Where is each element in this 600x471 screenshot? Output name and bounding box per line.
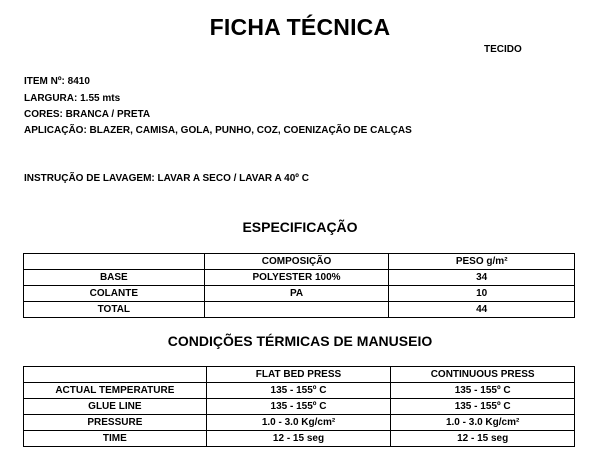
- specification-heading: ESPECIFICAÇÃO: [242, 219, 358, 235]
- document-title: FICHA TÉCNICA: [209, 14, 391, 40]
- table-cell: 10: [389, 286, 575, 302]
- washing-instruction: INSTRUÇÃO DE LAVAGEM: LAVAR A SECO / LAVAR A 40º C: [24, 173, 309, 184]
- application-info: APLICAÇÃO: BLAZER, CAMISA, GOLA, PUNHO, COZ, COENIZAÇÃO DE CALÇAS: [24, 125, 412, 136]
- table-cell: 12 - 15 seg: [206, 431, 391, 447]
- table-cell: GLUE LINE: [24, 399, 207, 415]
- table-cell: 135 - 155º C: [206, 383, 391, 399]
- table-cell: [204, 302, 389, 318]
- table-cell: 1.0 - 3.0 Kg/cm²: [391, 415, 575, 431]
- colors-info: CORES: BRANCA / PRETA: [24, 109, 151, 120]
- table-row: [24, 270, 575, 286]
- table-cell: PRESSURE: [24, 415, 207, 431]
- table-cell: 135 - 155º C: [391, 383, 575, 399]
- table-row: [24, 431, 575, 447]
- width-info: LARGURA: 1.55 mts: [24, 93, 121, 104]
- thermal-conditions-table: [23, 366, 575, 447]
- table-cell: 12 - 15 seg: [391, 431, 575, 447]
- table-row: [24, 286, 575, 302]
- thermal-conditions-heading: CONDIÇÕES TÉRMICAS DE MANUSEIO: [167, 333, 433, 349]
- table-header-cell: FLAT BED PRESS: [206, 367, 391, 383]
- table-cell: PA: [204, 286, 389, 302]
- table-cell: 1.0 - 3.0 Kg/cm²: [206, 415, 391, 431]
- table-row: [24, 415, 575, 431]
- table-header-row: [24, 367, 575, 383]
- table-cell: ACTUAL TEMPERATURE: [24, 383, 207, 399]
- table-cell: TOTAL: [24, 302, 205, 318]
- table-cell: TIME: [24, 431, 207, 447]
- table-row: [24, 302, 575, 318]
- table-cell: COLANTE: [24, 286, 205, 302]
- table-header-cell: CONTINUOUS PRESS: [391, 367, 575, 383]
- table-cell: 135 - 155º C: [391, 399, 575, 415]
- table-cell: 135 - 155º C: [206, 399, 391, 415]
- table-header-cell: [24, 254, 205, 270]
- item-number: ITEM Nº: 8410: [24, 76, 90, 87]
- table-cell: POLYESTER 100%: [204, 270, 389, 286]
- table-header-cell: PESO g/m²: [389, 254, 575, 270]
- table-cell: 34: [389, 270, 575, 286]
- category-label: TECIDO: [484, 44, 522, 55]
- table-header-row: [24, 254, 575, 270]
- specification-table: [23, 253, 575, 318]
- table-header-cell: COMPOSIÇÃO: [204, 254, 389, 270]
- table-cell: 44: [389, 302, 575, 318]
- table-row: [24, 383, 575, 399]
- table-cell: BASE: [24, 270, 205, 286]
- table-row: [24, 399, 575, 415]
- table-header-cell: [24, 367, 207, 383]
